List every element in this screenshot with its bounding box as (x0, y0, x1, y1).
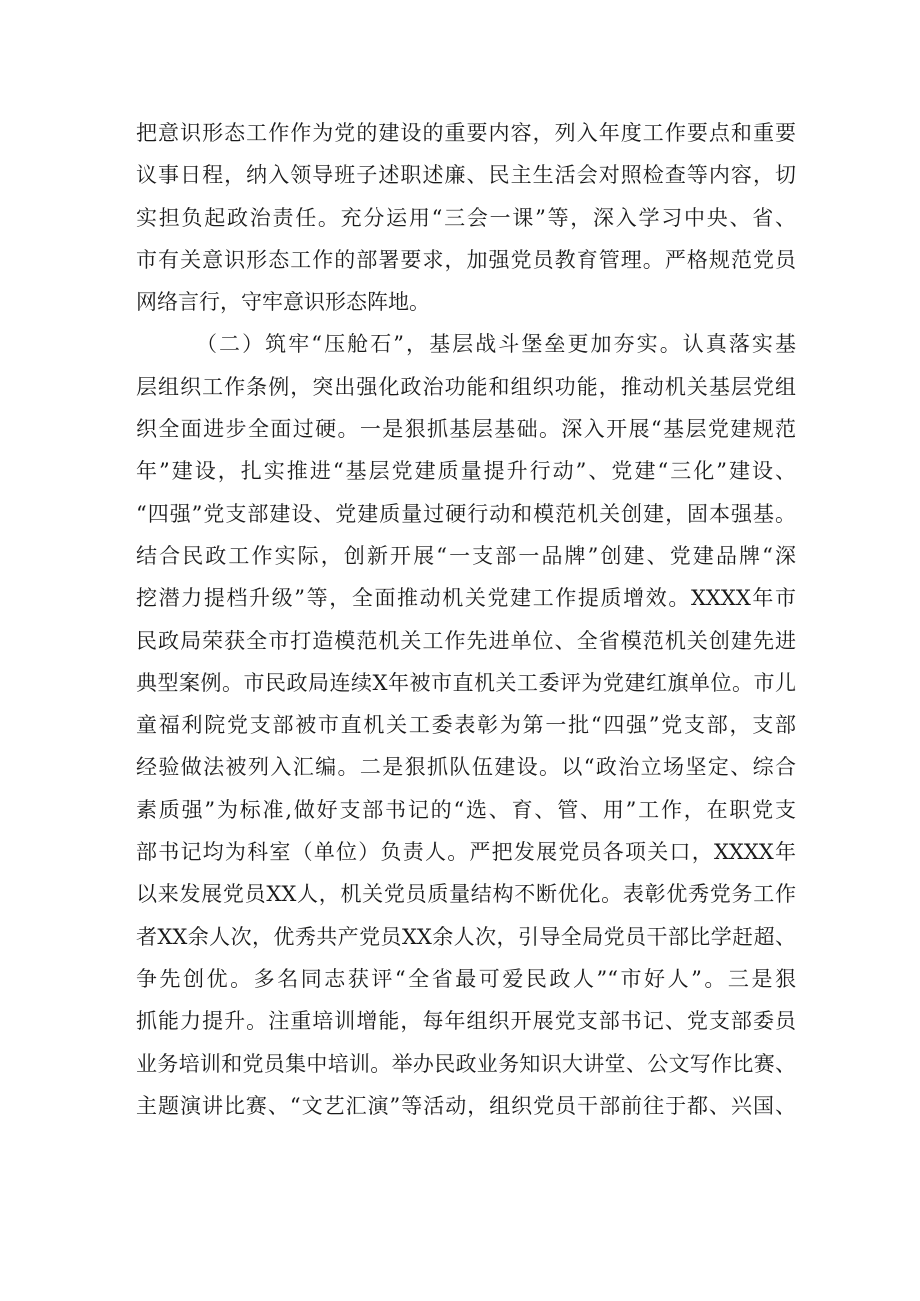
paragraph-line: 网络言行，守牢意识形态阵地。 (136, 290, 430, 315)
paragraph-line: 争先创优。多名同志获评“全省最可爱民政人”“市好人”。三是狠 (136, 966, 796, 991)
paragraph-line: 业务培训和党员集中培训。举办民政业务知识大讲堂、公文写作比赛、 (136, 1051, 796, 1076)
paragraph-line: 年”建设，扎实推进“基层党建质量提升行动”、党建“三化”建设、 (136, 459, 796, 484)
paragraph-line: 主题演讲比赛、“文艺汇演”等活动，组织党员干部前往于都、兴国、 (136, 1093, 796, 1118)
section-heading-line: （二）筑牢“压舱石”，基层战斗堡垒更加夯实。认真落实基 (196, 332, 796, 357)
paragraph-line: 民政局荣获全市打造模范机关工作先进单位、全省模范机关创建先进 (136, 628, 796, 653)
paragraph-line: 议事日程，纳入领导班子述职述廉、民主生活会对照检查等内容，切 (136, 163, 796, 188)
paragraph-line: 结合民政工作实际，创新开展“一支部一品牌”创建、党建品牌“深 (136, 543, 796, 568)
paragraph-line: 层组织工作条例，突出强化政治功能和组织功能，推动机关基层党组 (136, 374, 796, 399)
paragraph-line: 典型案例。市民政局连续X年被市直机关工委评为党建红旗单位。市儿 (136, 670, 796, 695)
paragraph-line: 抓能力提升。注重培训增能，每年组织开展党支部书记、党支部委员 (136, 1009, 796, 1034)
document-body (136, 112, 796, 1127)
paragraph-line: 部书记均为科室（单位）负责人。严把发展党员各项关口，XXXX年 (136, 840, 796, 865)
paragraph-line: 把意识形态工作作为党的建设的重要内容，列入年度工作要点和重要 (136, 121, 796, 145)
paragraph-line: 素质强”为标准,做好支部书记的“选、育、管、用”工作，在职党支 (136, 797, 796, 822)
paragraph-line: 以来发展党员XX人，机关党员质量结构不断优化。表彰优秀党务工作 (136, 882, 796, 907)
paragraph-line: 者XX余人次，优秀共产党员XX余人次，引导全局党员干部比学赶超、 (136, 924, 796, 949)
paragraph-line: 织全面进步全面过硬。一是狠抓基层基础。深入开展“基层党建规范 (136, 417, 796, 442)
paragraph-line: 经验做法被列入汇编。二是狠抓队伍建设。以“政治立场坚定、综合 (136, 755, 796, 780)
paragraph-line: 挖潜力提档升级”等，全面推动机关党建工作提质增效。XXXX年市 (136, 586, 796, 611)
paragraph-line: 童福利院党支部被市直机关工委表彰为第一批“四强”党支部，支部 (136, 713, 796, 738)
paragraph-line: 实担负起政治责任。充分运用“三会一课”等，深入学习中央、省、 (136, 205, 796, 230)
paragraph-line: 市有关意识形态工作的部署要求，加强党员教育管理。严格规范党员 (136, 247, 796, 272)
paragraph-line: “四强”党支部建设、党建质量过硬行动和模范机关创建，固本强基。 (136, 501, 796, 526)
